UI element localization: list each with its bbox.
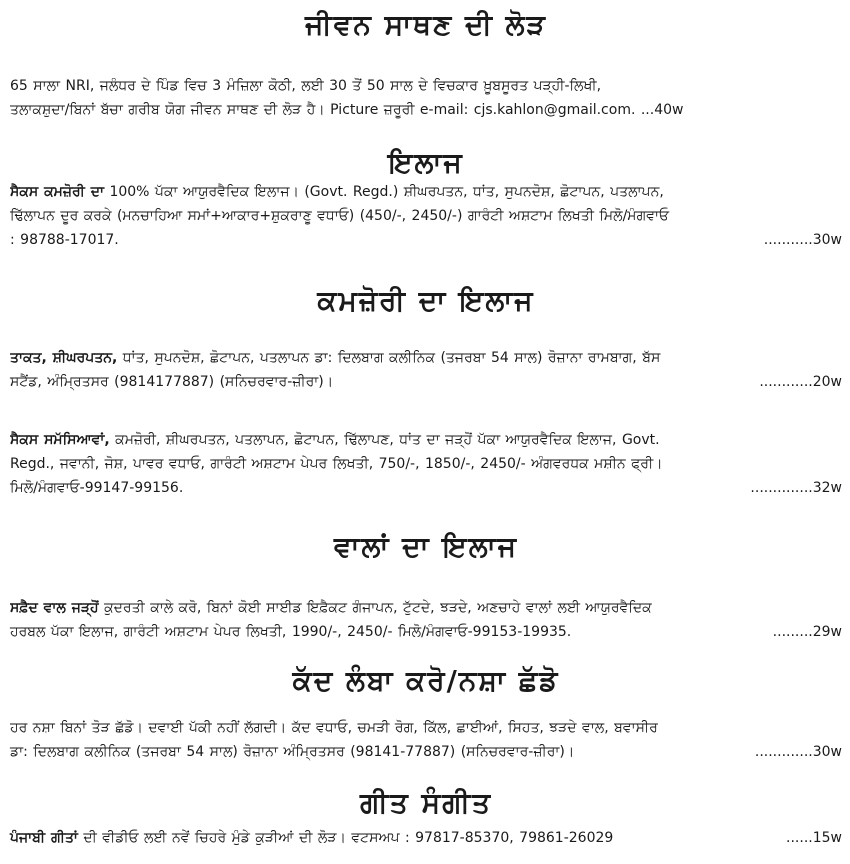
ad-phone: ਹਰਬਲ ਪੱਕਾ ਇਲਾਜ, ਗਾਰੰਟੀ ਅਸ਼ਟਾਮ ਪੇਪਰ ਲਿਖਤੀ, 1990/-, 2450/- ਮਿਲੋ/ਮੰਗਵਾਓ-99153-19935. [10, 624, 572, 640]
ad-line: ਹਰ ਨਸ਼ਾ ਬਿਨਾਂ ਤੋੜ ਛੱਡੋ। ਦਵਾਈ ਪੱਕੀ ਨਹੀਂ ਲੱਗਦੀ। ਕੱਦ ਵਧਾਓ, ਚਮੜੀ ਰੋਗ, ਕਿੱਲ, ਛਾਈਆਂ, ਸਿਹਤ, ਝੜਦੇ ਵਾਲ, ਬਵਾਸੀਰ [10, 720, 658, 736]
ad-word-count: ............20w [759, 374, 842, 390]
section-heading: ਗੀਤ ਸੰਗੀਤ [359, 786, 493, 819]
section-heading: ਵਾਲਾਂ ਦਾ ਇਲਾਜ [334, 530, 518, 563]
ad-weakness-1 [10, 346, 842, 394]
ad-bride-wanted [10, 74, 842, 122]
ad-word-count: ..............32w [750, 480, 842, 496]
ad-lead: ਸੈਕਸ ਸਮੱਸਿਆਵਾਂ, [10, 432, 110, 448]
section-songs-music [10, 786, 842, 820]
section-heading: ਜੀਵਨ ਸਾਥਣ ਦੀ ਲੋੜ [305, 8, 547, 41]
ad-lead: ਤਾਕਤ, ਸ਼ੀਘਰਪਤਨ, [10, 350, 118, 366]
ad-line: ਦੀ ਵੀਡੀਓ ਲਈ ਨਵੇਂ ਚਿਹਰੇ ਮੁੰਡੇ ਕੁੜੀਆਂ ਦੀ ਲੋੜ। ਵਟਸਅਪ : 97817-85370, 79861-26029 [77, 830, 614, 846]
ad-line: ਕਮਜ਼ੋਰੀ, ਸ਼ੀਘਰਪਤਨ, ਪਤਲਾਪਨ, ਛੋਟਾਪਨ, ਢਿੱਲਾਪਣ, ਧਾਂਤ ਦਾ ਜੜ੍ਹੋਂ ਪੱਕਾ ਆਯੁਰਵੈਦਿਕ ਇਲਾਜ, Govt. [109, 432, 660, 448]
section-heading: ਇਲਾਜ [388, 146, 464, 179]
ad-hair [10, 596, 842, 644]
ad-line: 65 ਸਾਲਾ NRI, ਜਲੰਧਰ ਦੇ ਪਿੰਡ ਵਿਚ 3 ਮੰਜ਼ਿਲਾ ਕੋਠੀ, ਲਈ 30 ਤੋਂ 50 ਸਾਲ ਦੇ ਵਿਚਕਾਰ ਖ਼ੂਬਸੂਰਤ ਪੜ੍ਹੀ-ਲਿਖੀ, [10, 78, 602, 94]
ad-phone: : 98788-17017. [10, 232, 119, 248]
ad-line: ਕੁਦਰਤੀ ਕਾਲੇ ਕਰੋ, ਬਿਨਾਂ ਕੋਈ ਸਾਈਡ ਇਫ਼ੈਕਟ ਗੰਜਾਪਨ, ਟੁੱਟਦੇ, ਝੜਦੇ, ਅਣਚਾਹੇ ਵਾਲਾਂ ਲਈ ਆਯੁਰਵੈਦਿਕ [98, 600, 652, 616]
ad-songs [10, 826, 842, 850]
ad-word-count: .........29w [772, 624, 842, 640]
ad-line: 100% ਪੱਕਾ ਆਯੁਰਵੈਦਿਕ ਇਲਾਜ। (Govt. Regd.) ਸ਼ੀਘਰਪਤਨ, ਧਾਂਤ, ਸੁਪਨਦੋਸ਼, ਛੋਟਾਪਨ, ਪਤਲਾਪਨ, [104, 184, 664, 200]
section-treatment [10, 146, 842, 180]
section-bride-wanted [10, 8, 842, 42]
section-heading: ਕੱਦ ਲੰਬਾ ਕਰੋ/ਨਸ਼ਾ ਛੱਡੋ [292, 664, 560, 697]
section-height-addiction [10, 664, 842, 698]
ad-lead: ਸਫ਼ੈਦ ਵਾਲ ਜੜ੍ਹੋਂ [10, 600, 99, 616]
ad-line: ਢਿੱਲਾਪਨ ਦੂਰ ਕਰਕੇ (ਮਨਚਾਹਿਆ ਸਮਾਂ+ਆਕਾਰ+ਸ਼ੁਕਰਾਣੂ ਵਧਾਓ) (450/-, 2450/-) ਗਾਰੰਟੀ ਅਸ਼ਟਾਮ ਲਿਖਤੀ ਮਿਲੋ/ਮੰਗਵਾਓ [10, 208, 670, 224]
ad-word-count: ......15w [786, 830, 842, 846]
ad-word-count: ...........30w [763, 232, 842, 248]
ad-address: ਡਾ: ਦਿਲਬਾਗ ਕਲੀਨਿਕ (ਤਜਰਬਾ 54 ਸਾਲ) ਰੋਜ਼ਾਨਾ ਅੰਮ੍ਰਿਤਸਰ (98141-77887) (ਸਨਿਚਰਵਾਰ-ਜ਼ੀਰਾ)। [10, 744, 575, 760]
section-hair-treatment [10, 530, 842, 564]
ad-word-count: .............30w [754, 744, 842, 760]
ad-line: ਧਾਂਤ, ਸੁਪਨਦੋਸ਼, ਛੋਟਾਪਨ, ਪਤਲਾਪਨ ਡਾ: ਦਿਲਬਾਗ ਕਲੀਨਿਕ (ਤਜਰਬਾ 54 ਸਾਲ) ਰੋਜ਼ਾਨਾ ਰਾਮਬਾਗ, ਬੱਸ [117, 350, 661, 366]
ad-line: ਤਲਾਕਸ਼ੁਦਾ/ਬਿਨਾਂ ਬੱਚਾ ਗਰੀਬ ਯੋਗ ਜੀਵਨ ਸਾਥਣ ਦੀ ਲੋੜ ਹੈ। Picture ਜ਼ਰੂਰੀ e-mail: cjs.kahlon@gmail.com. ...40w [10, 102, 684, 118]
ad-lead: ਪੰਜਾਬੀ ਗੀਤਾਂ [10, 830, 78, 846]
section-weakness-treatment [10, 284, 842, 318]
ad-treatment [10, 180, 842, 252]
ad-height-addiction [10, 716, 842, 764]
section-heading: ਕਮਜ਼ੋਰੀ ਦਾ ਇਲਾਜ [317, 284, 535, 317]
ad-address: ਸਟੈਂਡ, ਅੰਮ੍ਰਿਤਸਰ (9814177887) (ਸਨਿਚਰਵਾਰ-ਜ਼ੀਰਾ)। [10, 374, 334, 390]
ad-line: Regd., ਜਵਾਨੀ, ਜੋਸ਼, ਪਾਵਰ ਵਧਾਓ, ਗਾਰੰਟੀ ਅਸ਼ਟਾਮ ਪੇਪਰ ਲਿਖਤੀ, 750/-, 1850/-, 2450/- ਅੰਗਵਰਧਕ ਮਸ਼ੀਨ ਫ੍ਰੀ। [10, 456, 663, 472]
ad-lead: ਸੈਕਸ ਕਮਜ਼ੋਰੀ ਦਾ [10, 184, 104, 200]
ad-phone: ਮਿਲੋ/ਮੰਗਵਾਓ-99147-99156. [10, 480, 184, 496]
ad-weakness-2 [10, 428, 842, 500]
